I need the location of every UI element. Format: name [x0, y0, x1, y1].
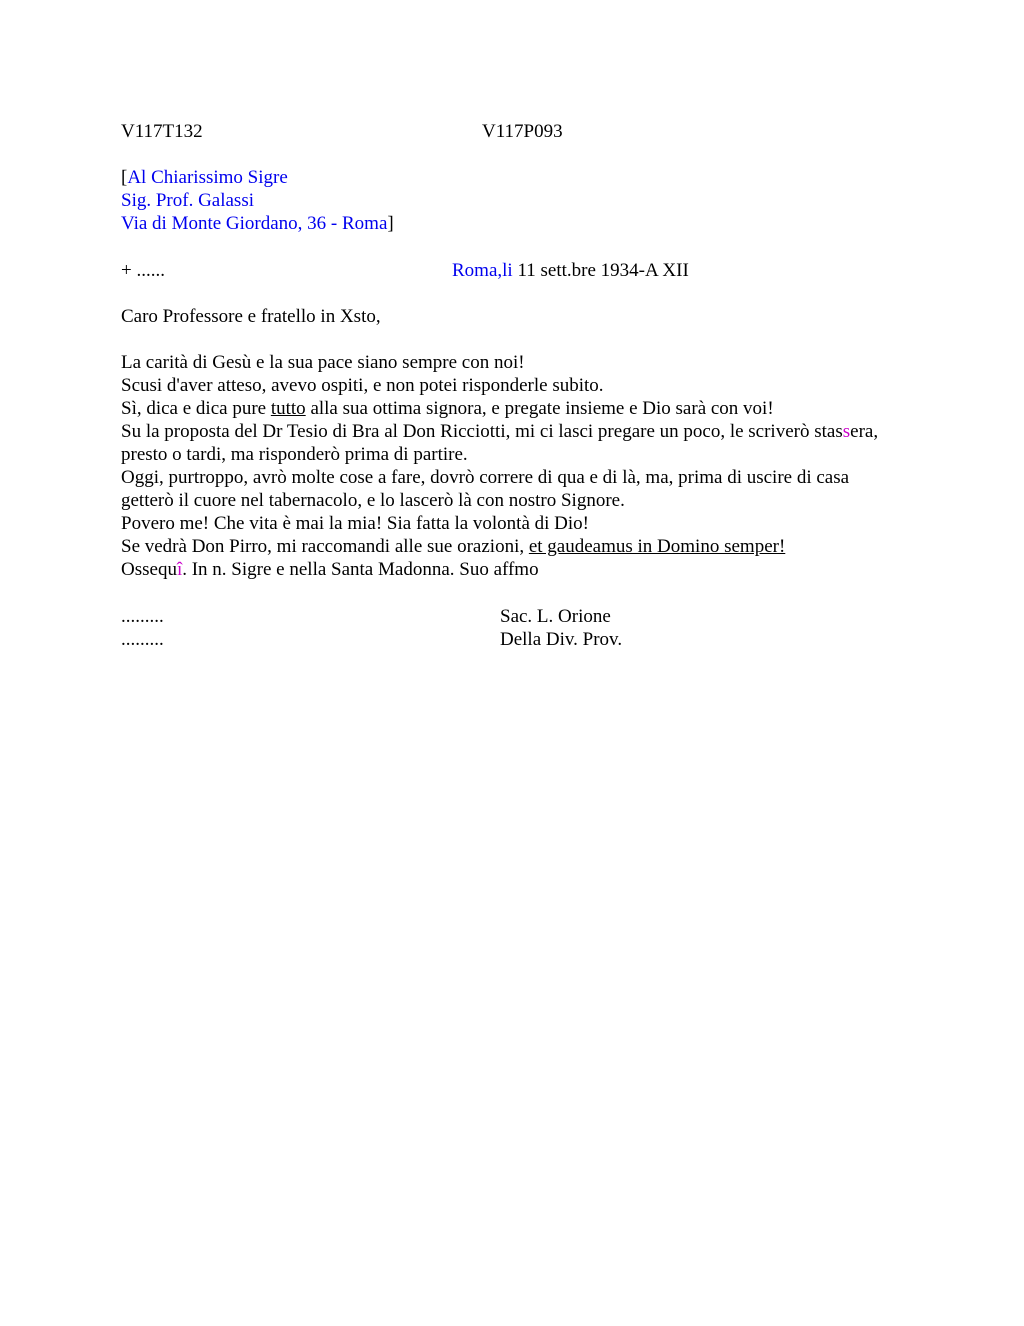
closing-dots-2: .........: [121, 629, 164, 650]
address-line-1: [121, 166, 288, 189]
body-line-5: presto o tardi, ma risponderò prima di partire.: [121, 444, 468, 465]
closing-dots-1: .........: [121, 606, 164, 627]
dateline-mark: + ......: [121, 260, 165, 281]
address-recipient-title: Al Chiarissimo Sigre: [127, 167, 288, 188]
body-line-10-start: Ossequ: [121, 559, 177, 580]
body-line-2: Scusi d'aver atteso, avevo ospiti, e non potei risponderle subito.: [121, 375, 604, 396]
address-line-2: Sig. Prof. Galassi: [121, 190, 254, 211]
body-line-6: Oggi, purtroppo, avrò molte cose a fare, dovrò correre di qua e di là, ma, prima di uscire di casa: [121, 467, 850, 488]
body-line-3: [121, 397, 774, 420]
salutation: Caro Professore e fratello in Xsto,: [121, 306, 381, 327]
body-line-3-start: Sì, dica e dica pure: [121, 398, 271, 419]
editorial-insertion-s: s: [842, 421, 851, 442]
body-line-9: [121, 535, 785, 558]
body-line-1: La carità di Gesù e la sua pace siano sempre con noi!: [121, 352, 525, 373]
code-right: V117P093: [482, 121, 563, 142]
body-line-10-end: . In n. Sigre e nella Santa Madonna. Suo affmo: [182, 559, 539, 580]
signature-name: Sac. L. Orione: [500, 606, 611, 627]
body-line-4: [121, 420, 878, 443]
body-line-4-start: Su la proposta del Dr Tesio di Bra al Don Ricciotti, mi ci lasci pregare un poco, le scriverò stas: [121, 421, 843, 442]
signature-congregation: Della Div. Prov.: [500, 629, 623, 650]
body-line-7: getterò il cuore nel tabernacolo, e lo lascerò là con nostro Signore.: [121, 490, 625, 511]
dateline: [452, 259, 689, 282]
body-line-4-end: era,: [850, 421, 879, 442]
editorial-insertion-i: î: [176, 559, 183, 580]
body-line-10: [121, 558, 539, 581]
underlined-latin-phrase: et gaudeamus in Domino semper!: [528, 536, 786, 557]
dateline-place: Roma,li: [452, 260, 513, 281]
address-close-bracket: ]: [387, 213, 394, 234]
body-line-8: Povero me! Che vita è mai la mia! Sia fatta la volontà di Dio!: [121, 513, 590, 534]
body-line-3-end: alla sua ottima signora, e pregate insieme e Dio sarà con voi!: [305, 398, 774, 419]
body-line-9-start: Se vedrà Don Pirro, mi raccomandi alle sue orazioni,: [121, 536, 529, 557]
address-line-3: [121, 212, 394, 235]
dateline-date: 11 sett.bre 1934-A XII: [512, 260, 689, 281]
address-open-bracket: [: [121, 167, 128, 188]
underlined-tutto: tutto: [270, 398, 306, 419]
address-street: Via di Monte Giordano, 36 - Roma: [121, 213, 388, 234]
code-left: V117T132: [121, 121, 203, 142]
